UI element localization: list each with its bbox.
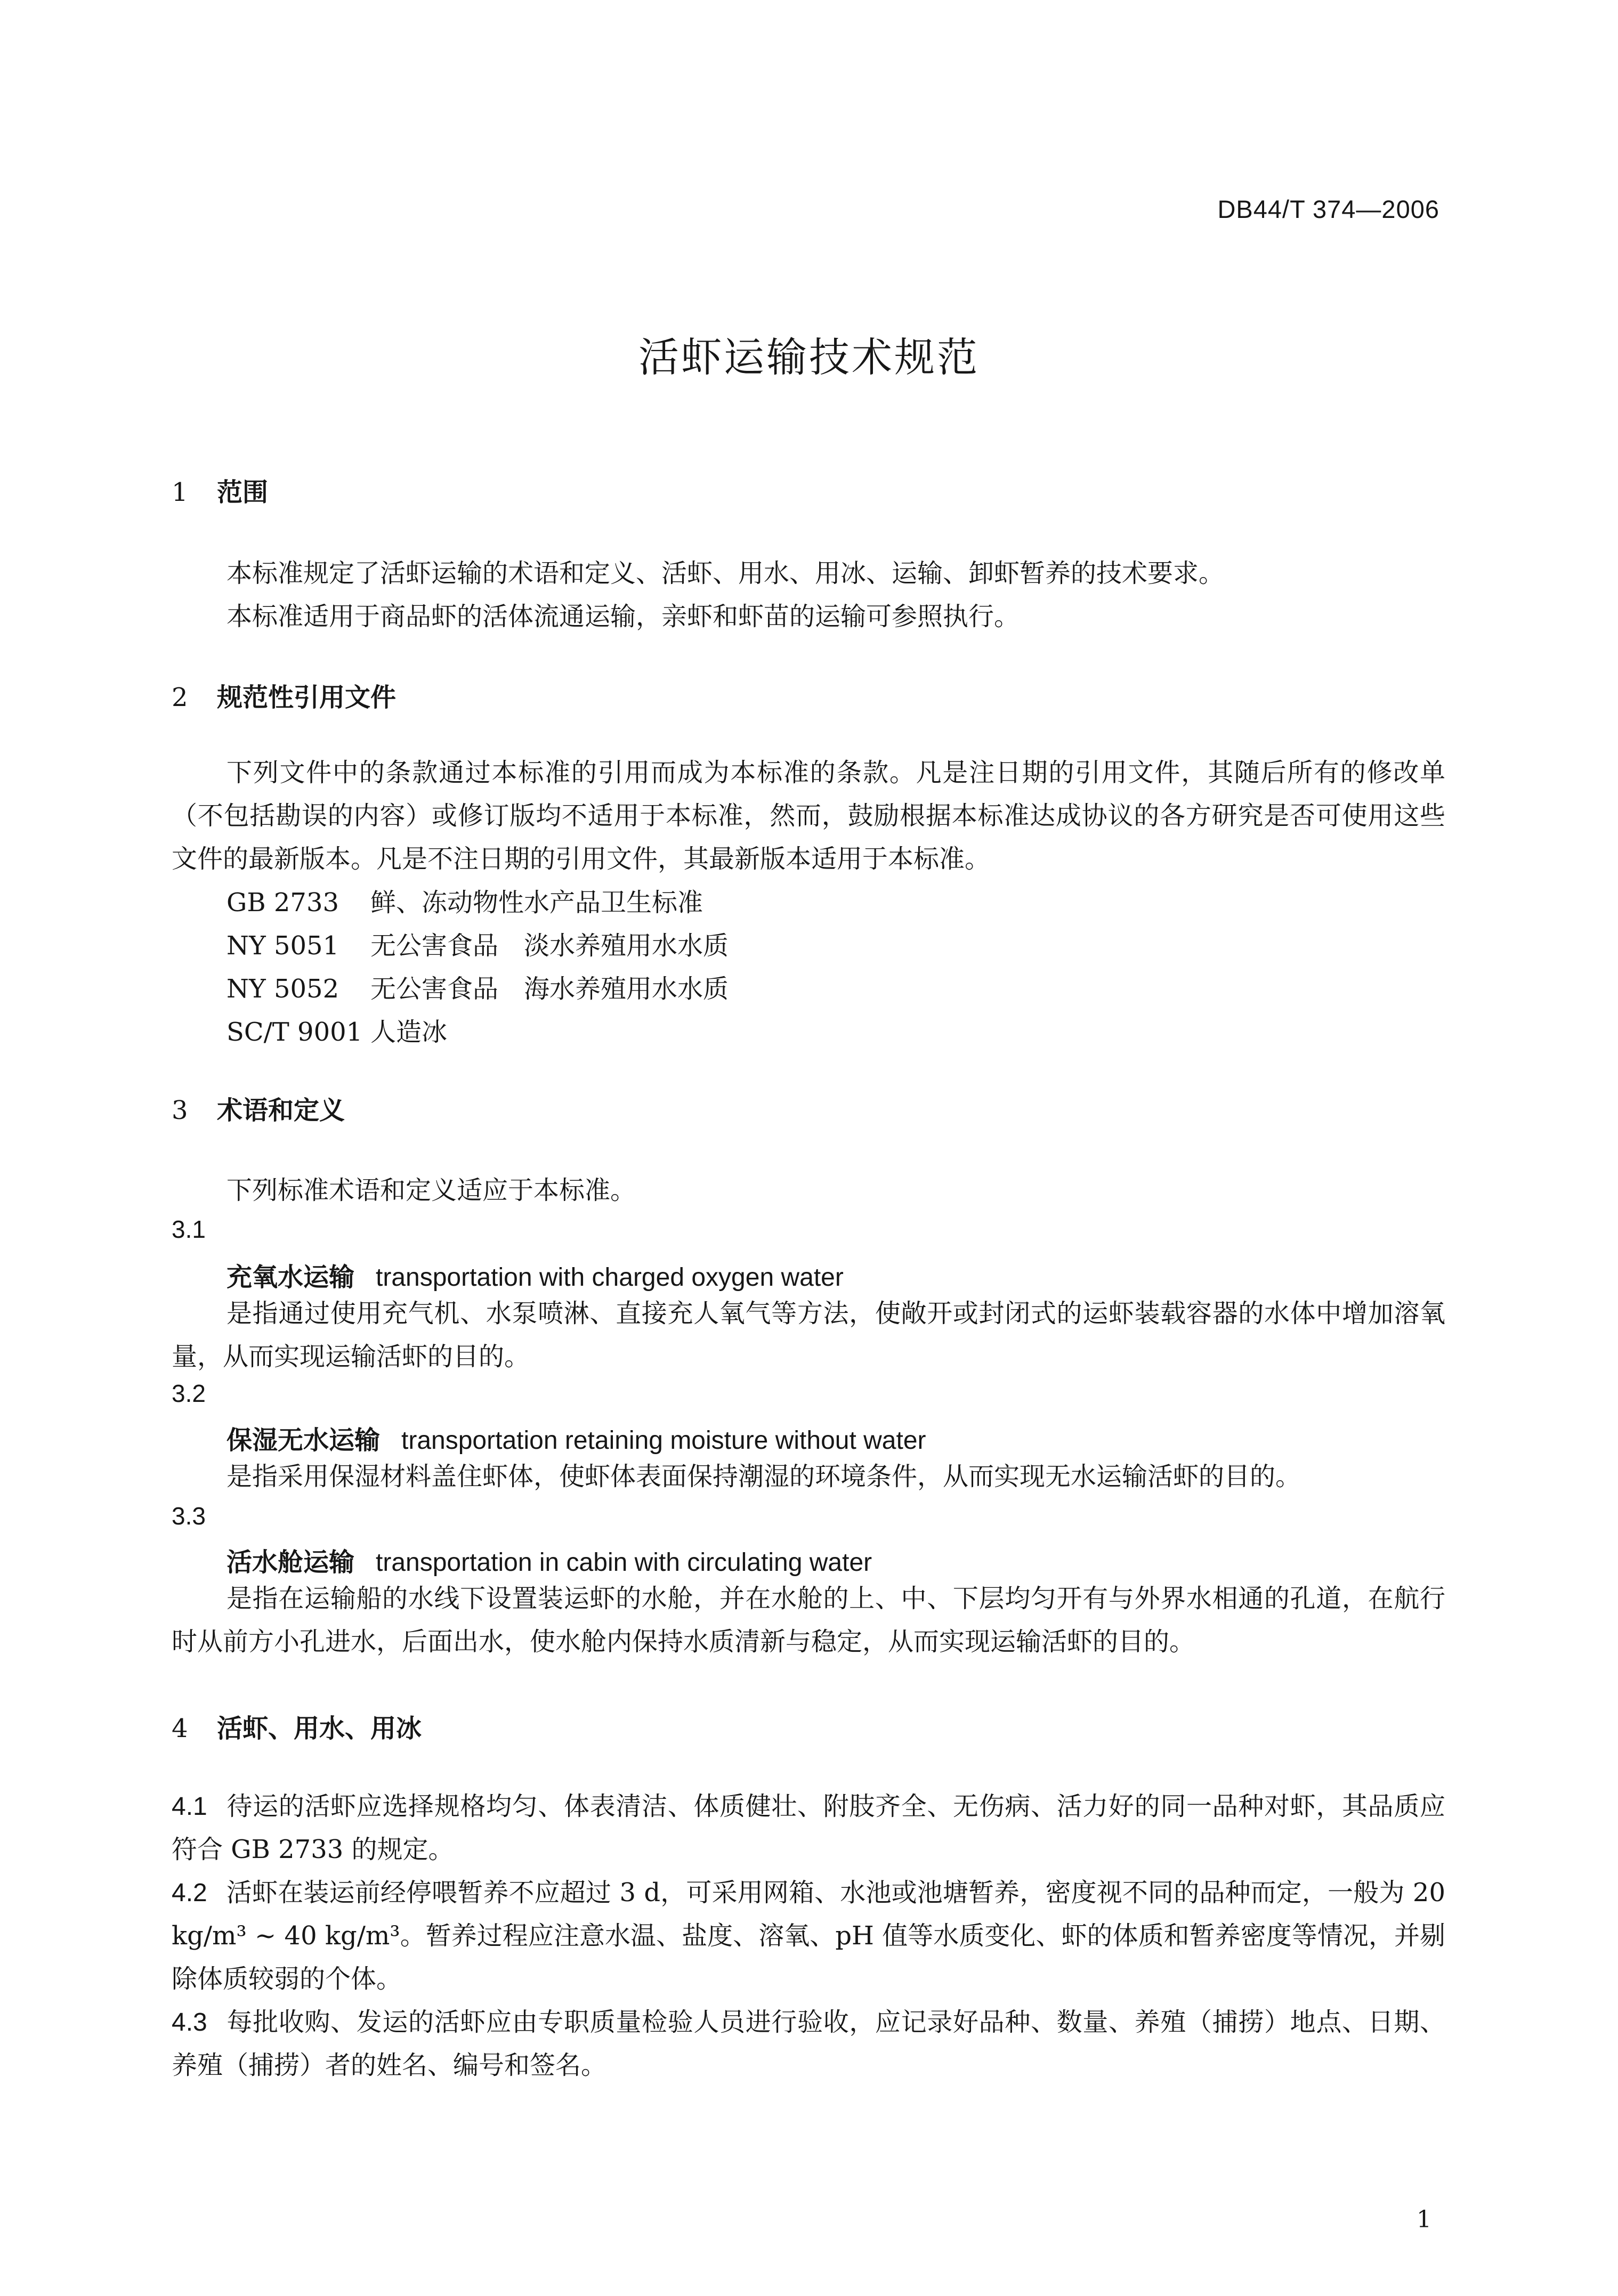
section-number: 2: [172, 683, 188, 712]
clause-4-3: [172, 2001, 1445, 2087]
section-title: 规范性引用文件: [217, 683, 397, 712]
term-number: 3.1: [172, 1215, 206, 1243]
reference-item: [226, 1011, 447, 1048]
term-heading: [226, 1419, 926, 1456]
clause-text: 待运的活虾应选择规格均匀、体表清洁、体质健壮、附肢齐全、无伤病、活力好的同一品种对虾，其品质应符合 GB 2733 的规定。: [172, 1791, 1445, 1864]
term-number: 3.3: [172, 1502, 206, 1530]
section-4-heading: [172, 1708, 422, 1745]
term-definition: 是指采用保湿材料盖住虾体，使虾体表面保持潮湿的环境条件，从而实现无水运输活虾的目的。: [226, 1462, 1301, 1491]
clause-text: 活虾在装运前经停喂暂养不应超过 3 d，可采用网箱、水池或池塘暂养，密度视不同的品种而定，一般为 20 kg/m³ ~ 40 kg/m³。暂养过程应注意水温、盐度、溶氧、pH 值等水质变化、虾的体质和暂养密度等情况，并剔除体质较弱的个体。: [172, 1878, 1445, 1994]
section-1-heading: [172, 472, 268, 508]
reference-title: 鲜、冻动物性水产品卫生标准: [370, 888, 703, 918]
clause-4-1: [172, 1785, 1445, 1871]
reference-code: GB 2733: [226, 888, 339, 918]
page-number: 1: [1417, 2206, 1431, 2233]
document-title: 活虾运输技术规范: [638, 334, 980, 381]
term-number: 3.2: [172, 1380, 206, 1407]
reference-title: 无公害食品 淡水养殖用水水质: [370, 931, 729, 961]
reference-title: 无公害食品 海水养殖用水水质: [370, 974, 729, 1004]
term-chinese: 活水舱运输: [226, 1547, 355, 1577]
reference-item: [226, 968, 729, 1005]
term-english: transportation in cabin with circulating water: [376, 1548, 872, 1577]
term-heading: [226, 1256, 844, 1293]
section-number: 4: [172, 1714, 188, 1743]
section-3-intro: 下列标准术语和定义适应于本标准。: [226, 1175, 636, 1205]
section-number: 3: [172, 1096, 188, 1125]
clause-number: 4.3: [172, 2008, 207, 2037]
term-heading: [226, 1542, 872, 1578]
reference-code: SC/T 9001: [226, 1017, 363, 1047]
reference-code: NY 5051: [226, 931, 339, 961]
term-chinese: 保湿无水运输: [226, 1425, 381, 1455]
section-2-para: 下列文件中的条款通过本标准的引用而成为本标准的条款。凡是注日期的引用文件，其随后所有的修改单（不包括勘误的内容）或修订版均不适用于本标准，然而，鼓励根据本标准达成协议的各方研究是否可使用这些文件的最新版本。凡是不注日期的引用文件，其最新版本适用于本标准。: [172, 758, 1445, 874]
reference-item: [226, 882, 703, 919]
section-title: 范围: [217, 477, 269, 507]
reference-code: NY 5052: [226, 974, 339, 1004]
clause-text: 每批收购、发运的活虾应由专职质量检验人员进行验收，应记录好品种、数量、养殖（捕捞）地点、日期、养殖（捕捞）者的姓名、编号和签名。: [172, 2007, 1445, 2080]
section-1-para-1: 本标准规定了活虾运输的术语和定义、活虾、用水、用冰、运输、卸虾暂养的技术要求。: [226, 558, 1225, 588]
clause-number: 4.2: [172, 1879, 207, 1907]
section-1-para-2: 本标准适用于商品虾的活体流通运输，亲虾和虾苗的运输可参照执行。: [226, 602, 1020, 631]
clause-number: 4.1: [172, 1792, 207, 1821]
term-chinese: 充氧水运输: [226, 1262, 355, 1292]
clause-4-2: [172, 1871, 1445, 2001]
section-title: 术语和定义: [217, 1096, 345, 1125]
reference-title: 人造冰: [370, 1017, 448, 1047]
term-english: transportation with charged oxygen water: [376, 1263, 844, 1292]
section-title: 活虾、用水、用冰: [217, 1714, 422, 1743]
section-number: 1: [172, 477, 188, 507]
reference-item: [226, 925, 729, 962]
term-definition: 是指在运输船的水线下设置装运虾的水舱，并在水舱的上、中、下层均匀开有与外界水相通的孔道，在航行时从前方小孔进水，后面出水，使水舱内保持水质清新与稳定，从而实现运输活虾的目的。: [172, 1584, 1445, 1657]
term-definition: 是指通过使用充气机、水泵喷淋、直接充人氧气等方法，使敞开或封闭式的运虾装载容器的水体中增加溶氧量，从而实现运输活虾的目的。: [172, 1299, 1445, 1372]
section-2-heading: [172, 677, 396, 713]
section-3-heading: [172, 1090, 345, 1126]
standard-code: DB44/T 374—2006: [1217, 195, 1439, 223]
term-english: transportation retaining moisture without water: [401, 1426, 926, 1455]
